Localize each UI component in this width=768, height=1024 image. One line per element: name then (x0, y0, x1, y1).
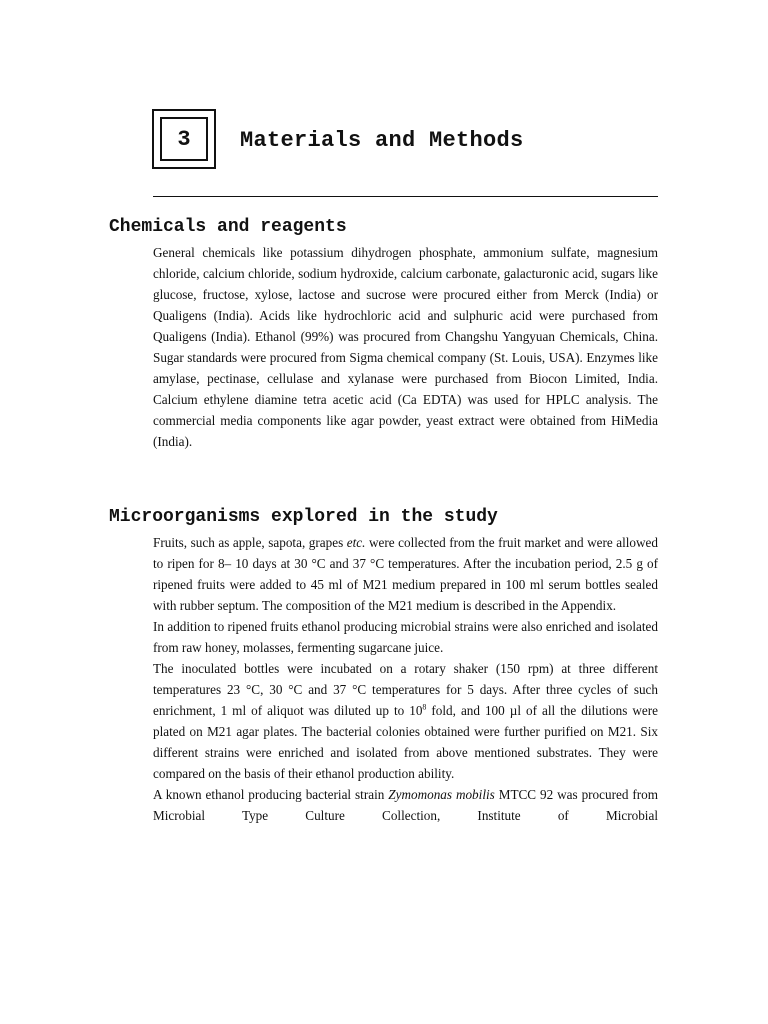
section-heading-chemicals: Chemicals and reagents (109, 217, 347, 237)
section-body-microorganisms (153, 532, 658, 826)
paragraph: The inoculated bottles were incubated on a rotary shaker (150 rpm) at three different temperatures 23 °C, 30 °C and 37 °C temperatures for 5 days. After three cycles of such enrichment, 1 ml of aliquot was diluted up to $10^8$ fold, and 100 µl of all the dilutions were plated on M21 agar plates. The bacterial colonies obtained were further purified on M21. Six different strains were enriched and isolated from above mentioned substrates. They were compared on the basis of their ethanol production ability. (153, 661, 659, 781)
paragraph: General chemicals like potassium dihydrogen phosphate, ammonium sulfate, magnesium chloride, calcium chloride, sodium hydroxide, calcium carbonate, galacturonic acid, sugars like glucose, fructose, xylose, lactose and sucrose were procured either from Merck (India) or Qualigens (India). Acids like hydrochloric acid and sulphuric acid were purchased from Qualigens (India). Ethanol (99%) was procured from Changshu Yangyuan Chemicals, China. Sugar standards were procured from Sigma chemical company (St. Louis, USA). Enzymes like amylase, pectinase, cellulase and xylanase were purchased from Biocon Limited, India. Calcium ethylene diamine tetra acetic acid (Ca EDTA) was used for HPLC analysis. The commercial media components like agar powder, yeast extract were obtained from HiMedia (India). (153, 245, 658, 449)
paragraph: A known ethanol producing bacterial strain Zymomonas mobilis MTCC 92 was procured from Microbial Type Culture Collection, Institute of Microbial (153, 787, 659, 823)
chapter-number-box (152, 109, 216, 169)
paragraph: Fruits, such as apple, sapota, grapes etc. were collected from the fruit market and were allowed to ripen for 8– 10 days at 30 °C and 37 °C temperatures. After the incubation period, 2.5 g of ripened fruits were added to 45 ml of M21 medium prepared in 100 ml serum bottles sealed with rubber septum. The composition of the M21 medium is described in the Appendix. (153, 535, 658, 613)
chapter-number: 3 (160, 117, 208, 161)
section-body-chemicals (153, 242, 658, 452)
section-heading-microorganisms: Microorganisms explored in the study (109, 507, 498, 527)
title-divider (153, 196, 658, 197)
chapter-title: Materials and Methods (240, 128, 524, 153)
paragraph: In addition to ripened fruits ethanol producing microbial strains were also enriched and isolated from raw honey, molasses, fermenting sugarcane juice. (153, 619, 658, 655)
